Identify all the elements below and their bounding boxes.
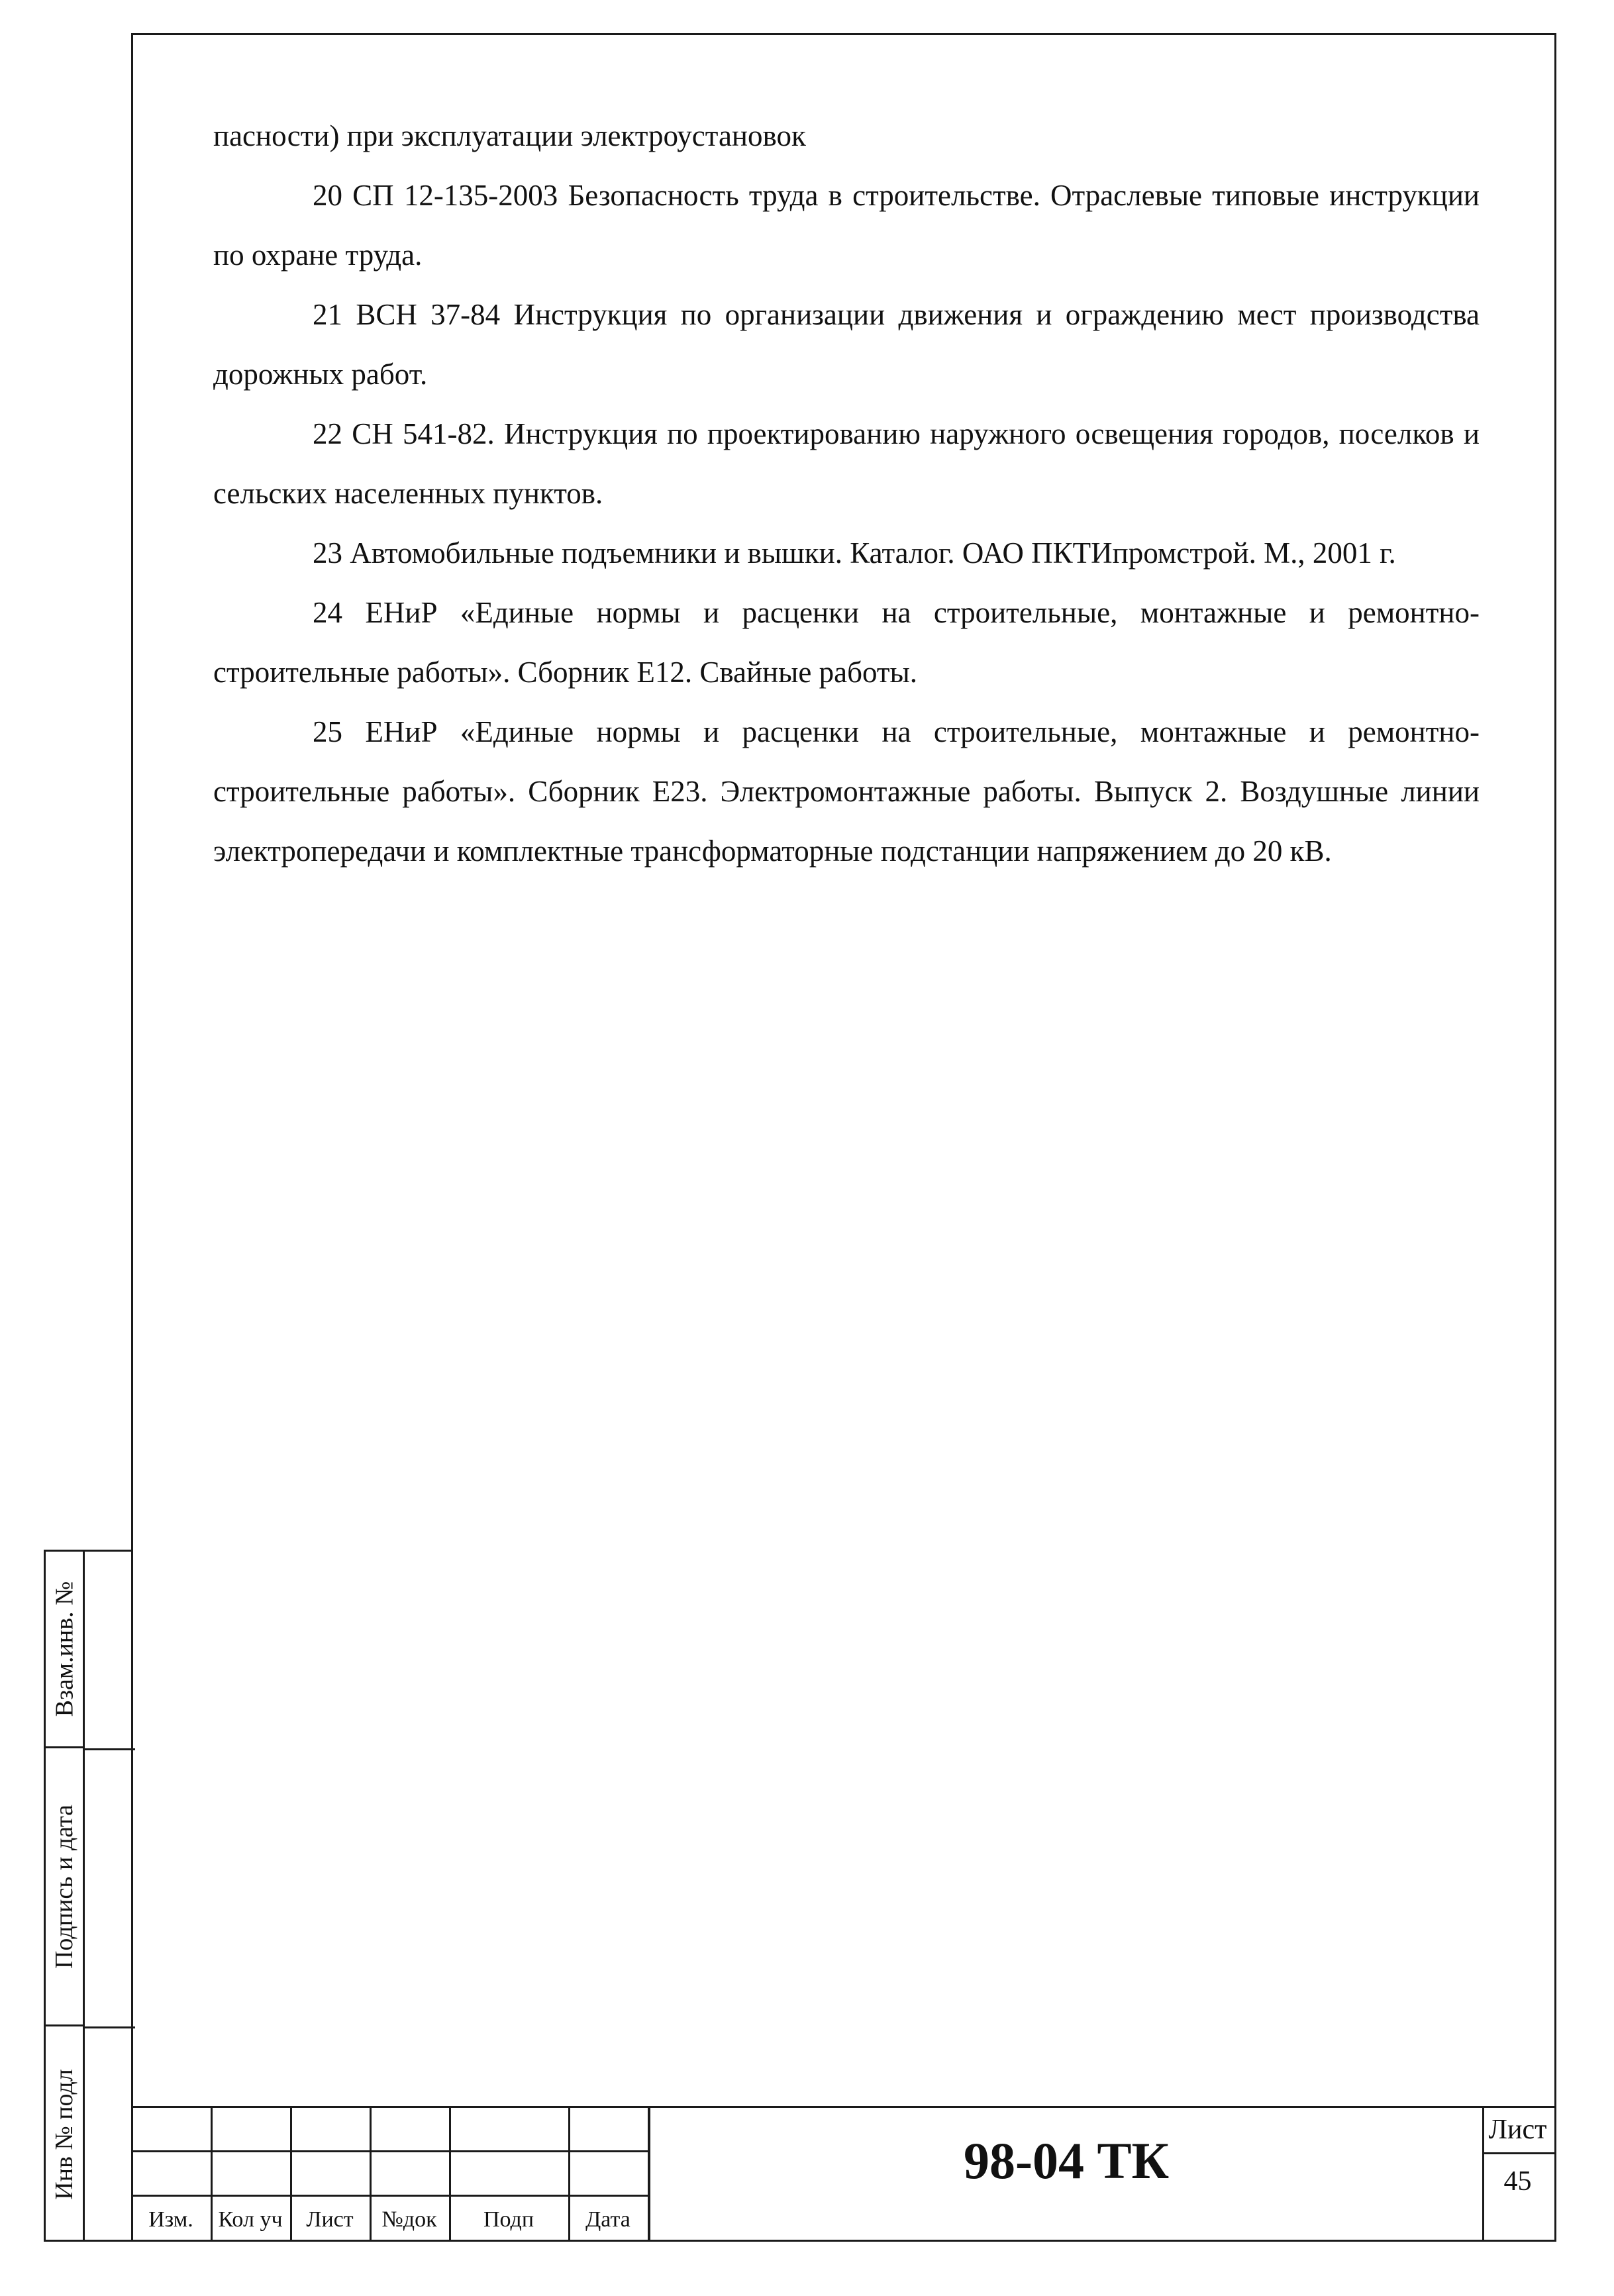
side-cell-replace-inv (46, 1552, 83, 1748)
reference-item: 22 СН 541-82. Инструкция по проектированию наружного освещения городов, поселков и сельских населенных пунктов. (213, 417, 1480, 510)
side-cell-label: Взам.инв. № (50, 1581, 79, 1717)
side-stamp (44, 1550, 133, 2242)
reference-item: 21 ВСН 37-84 Инструкция по организации движения и ограждению мест производства дорожных работ. (213, 298, 1480, 391)
side-cell-signature-date (46, 1748, 83, 2026)
reference-item: 24 ЕНиР «Единые нормы и расценки на строительные, монтажные и ремонтно-строительные работы». Сборник Е12. Свайные работы. (213, 596, 1480, 689)
side-cell-label: Инв № подл (50, 2068, 79, 2200)
side-cell-label: Подпись и дата (50, 1804, 79, 1969)
sheet-number: 45 (1503, 2166, 1532, 2197)
document-body (213, 106, 1480, 881)
col-header-date: Дата (585, 2207, 630, 2232)
sheet-label: Лист (1488, 2115, 1547, 2145)
col-header-sheet: Лист (306, 2207, 354, 2232)
title-block (131, 2106, 1556, 2242)
col-header-qty: Кол уч (218, 2207, 283, 2232)
col-header-doc-no: №док (381, 2207, 437, 2232)
reference-item: 20 СП 12-135-2003 Безопасность труда в строительстве. Отраслевые типовые инструкции по охране труда. (213, 179, 1480, 272)
document-code: 98-04 ТК (963, 2132, 1170, 2189)
col-header-change: Изм. (148, 2207, 193, 2232)
reference-item: 23 Автомобильные подъемники и вышки. Каталог. ОАО ПКТИпромстрой. М., 2001 г. (313, 536, 1396, 570)
reference-item: 25 ЕНиР «Единые нормы и расценки на строительные, монтажные и ремонтно-строительные работы». Сборник Е23. Электромонтажные работы. Выпуск 2. Воздушные линии электропередачи и комплектные трансформаторные подстанции напряжением до 20 кВ. (213, 715, 1480, 868)
side-cell-inv-original (46, 2026, 83, 2242)
col-header-signature: Подп (483, 2207, 534, 2232)
paragraph: пасности) при эксплуатации электроустановок (213, 119, 806, 152)
